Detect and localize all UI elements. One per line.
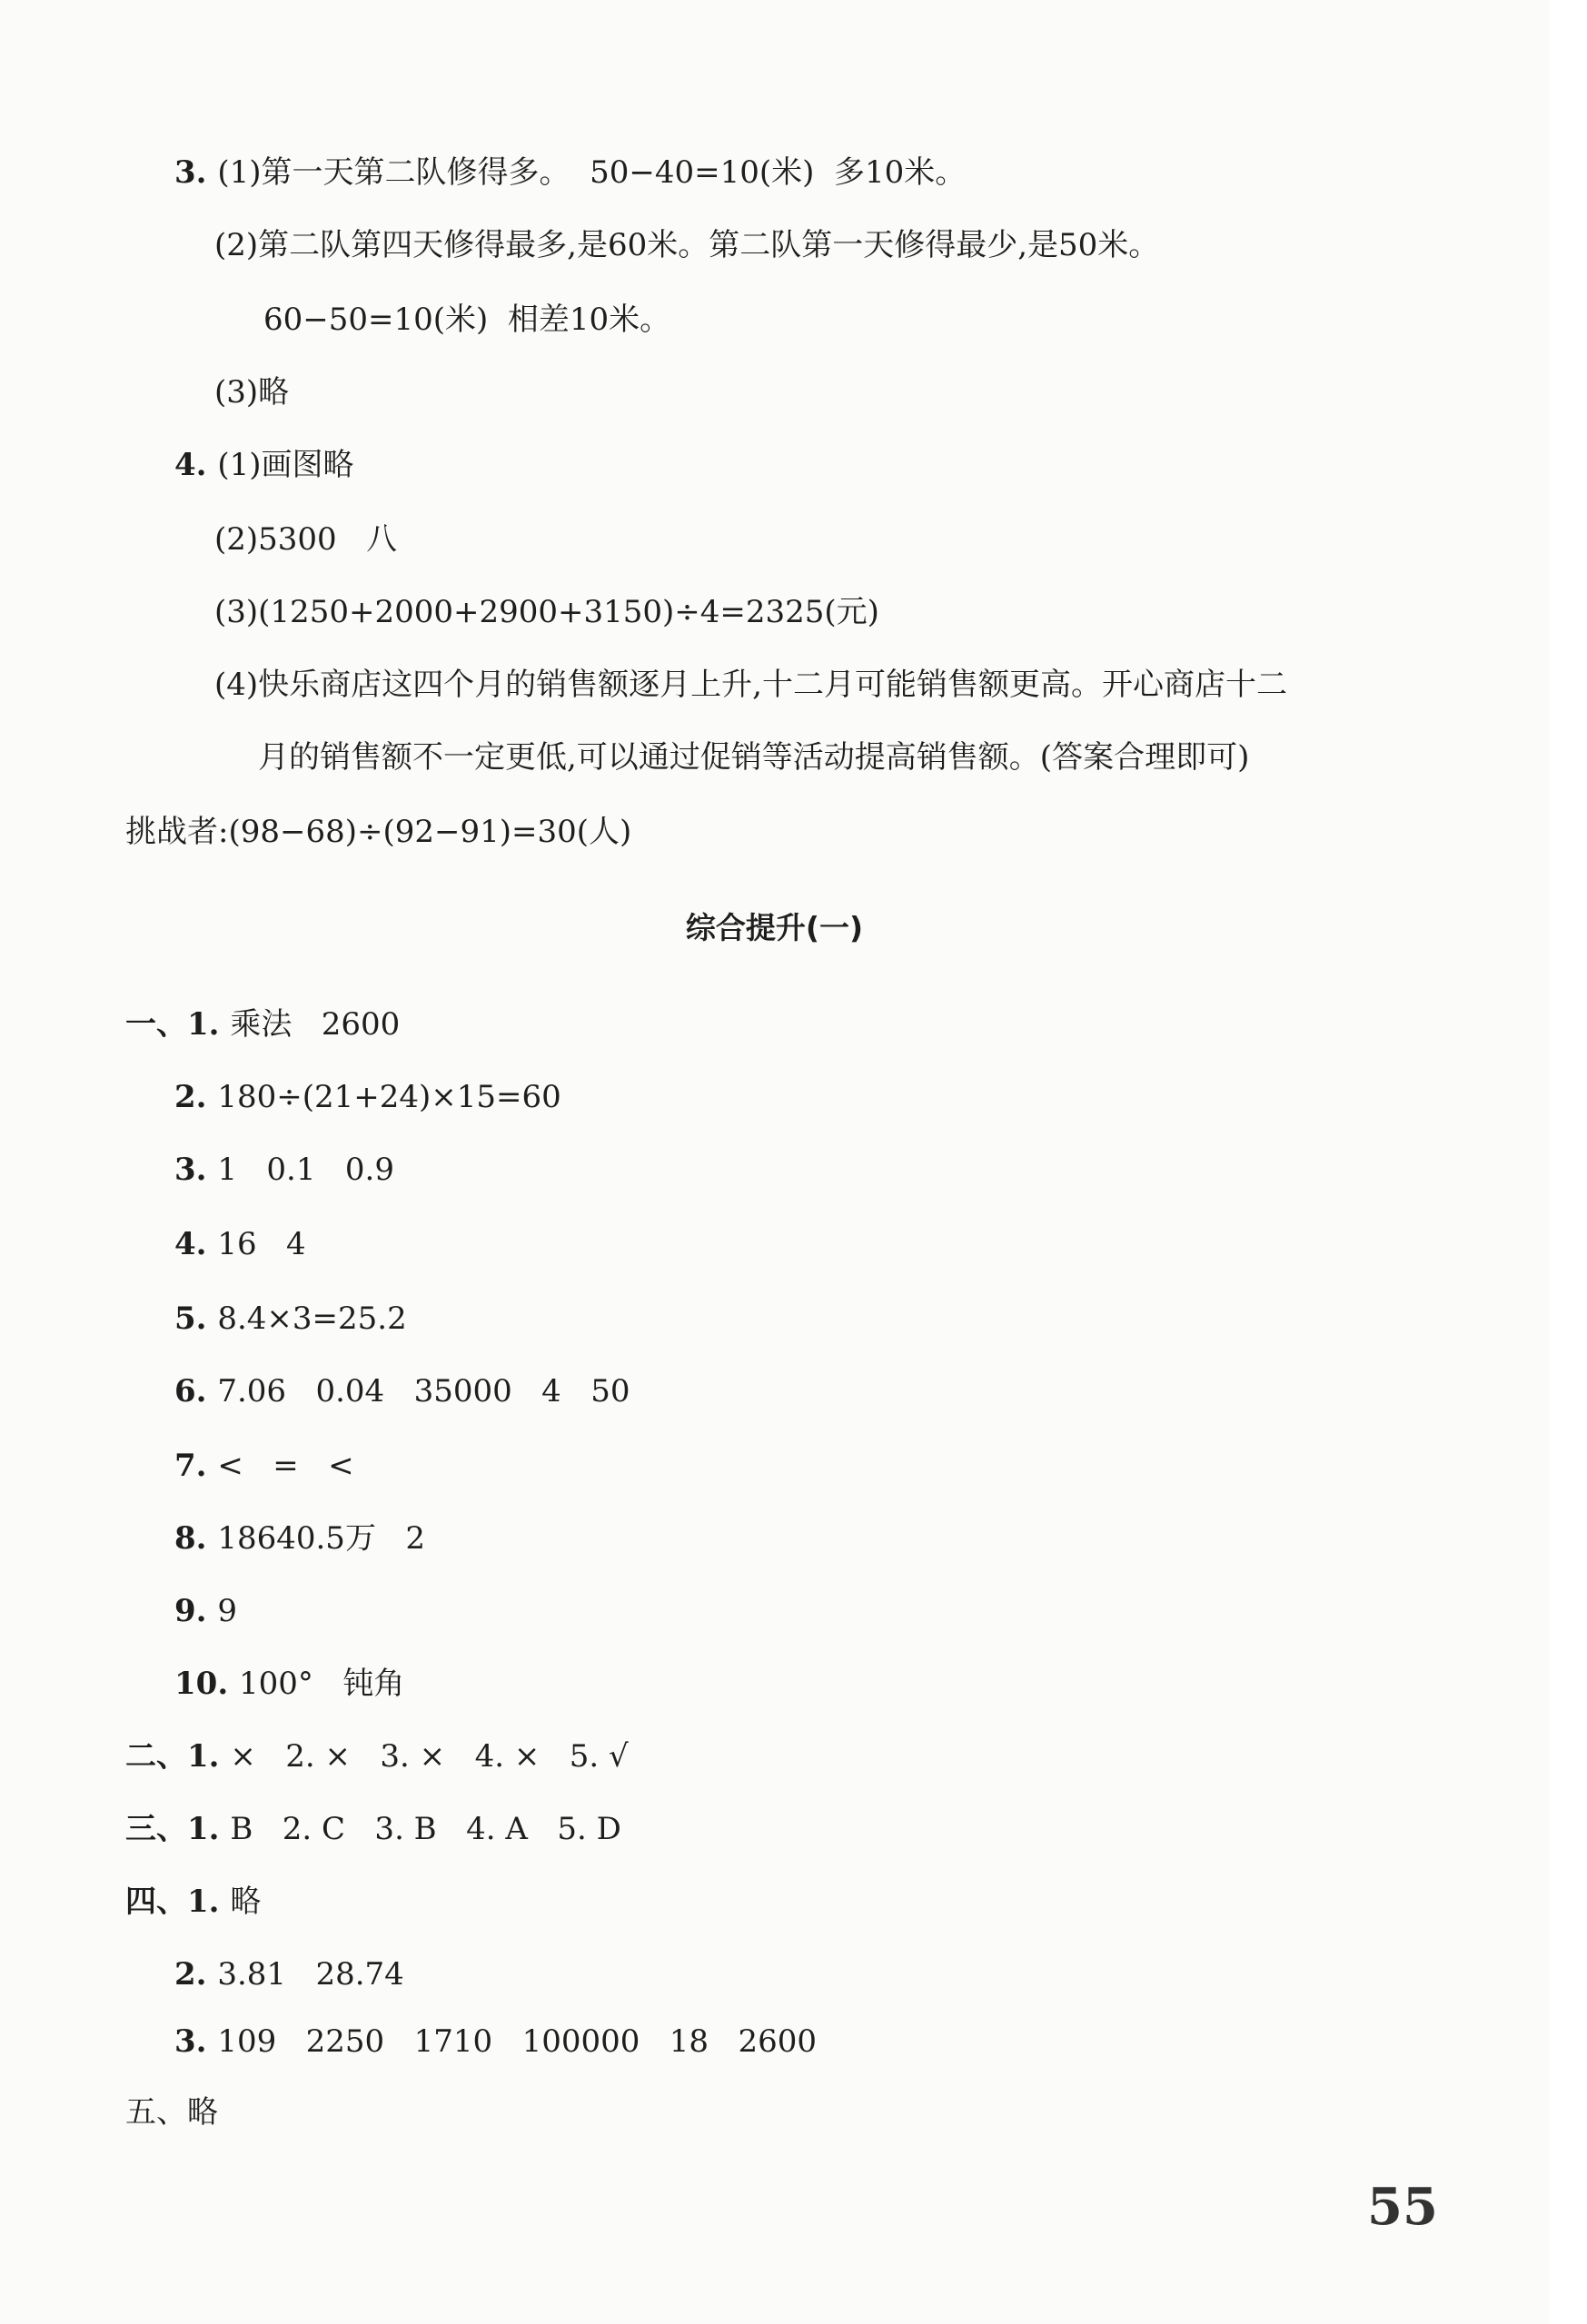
line-number: 3. [174, 2023, 218, 2060]
part1-q3 [174, 1150, 394, 1190]
answer-line-3-3 [214, 372, 289, 412]
page-number: 55 [1367, 2177, 1438, 2237]
line-text: 109 2250 1710 100000 18 2600 [217, 2023, 817, 2060]
line-text: 16 4 [217, 1226, 306, 1262]
part1-q10 [174, 1664, 404, 1704]
line-text: 3.81 28.74 [217, 1956, 404, 1993]
line-text: < = < [217, 1448, 354, 1484]
line-number: 一、1. [125, 1006, 231, 1043]
line-text: 7.06 0.04 35000 4 50 [217, 1373, 630, 1409]
answer-line-4-2 [214, 519, 397, 559]
answer-line-3-2b [263, 300, 670, 340]
part2-answers [125, 1736, 629, 1776]
answer-line-4-4 [214, 665, 1287, 705]
line-text: 乘法 2600 [230, 1006, 401, 1043]
line-text: 挑战者:(98−68)÷(92−91)=30(人) [125, 814, 632, 850]
part1-q1 [125, 1004, 400, 1044]
line-text: 9 [217, 1593, 237, 1629]
line-number: 2. [174, 1956, 218, 1993]
line-text: 8.4×3=25.2 [217, 1300, 407, 1337]
line-text: 五、略 [125, 2094, 218, 2131]
line-number: 2. [174, 1079, 218, 1115]
answer-line-4 [174, 445, 354, 485]
part3-answers [125, 1809, 621, 1849]
line-number: 二、1. [125, 1738, 231, 1775]
line-number: 3. [174, 1152, 218, 1188]
line-text: × 2. × 3. × 4. × 5. √ [230, 1738, 629, 1775]
section-title: 综合提升(一) [685, 910, 864, 945]
part5-answer [125, 2092, 218, 2132]
answer-line-4-3 [214, 592, 879, 632]
line-text: (1)画图略 [217, 447, 354, 483]
answer-line-3-2 [214, 225, 1159, 265]
line-text: 1 0.1 0.9 [217, 1152, 394, 1188]
part1-q8 [174, 1518, 425, 1558]
line-number: 5. [174, 1300, 218, 1337]
line-number: 6. [174, 1373, 218, 1409]
line-number: 4. [174, 1226, 218, 1262]
challenger-line [125, 812, 631, 852]
line-text: (4)快乐商店这四个月的销售额逐月上升,十二月可能销售额更高。开心商店十二 [214, 667, 1287, 703]
part1-q6 [174, 1371, 630, 1411]
line-text: 月的销售额不一定更低,可以通过促销等活动提高销售额。(答案合理即可) [258, 739, 1250, 776]
part4-q1 [125, 1882, 261, 1922]
line-number: 3. [174, 154, 218, 191]
part4-q3 [174, 2022, 817, 2062]
part1-q9 [174, 1591, 237, 1631]
line-number: 9. [174, 1593, 218, 1629]
line-text: B 2. C 3. B 4. A 5. D [230, 1811, 621, 1847]
line-text: (1)第一天第二队修得多。 50−40=10(米) 多10米。 [217, 154, 967, 191]
line-number: 7. [174, 1448, 218, 1484]
line-text: (2)第二队第四天修得最多,是60米。第二队第一天修得最少,是50米。 [214, 227, 1160, 263]
part1-q2 [174, 1077, 561, 1117]
line-text: 略 [230, 1884, 262, 1920]
line-number: 8. [174, 1520, 218, 1557]
line-number: 10. [174, 1666, 239, 1702]
line-text: (3)(1250+2000+2900+3150)÷4=2325(元) [214, 594, 879, 630]
answer-line-3 [174, 153, 966, 193]
line-text: 180÷(21+24)×15=60 [217, 1079, 561, 1115]
line-number: 四、1. [125, 1884, 231, 1920]
line-text: (3)略 [214, 374, 290, 410]
line-text: 60−50=10(米) 相差10米。 [263, 302, 671, 338]
part1-q4 [174, 1224, 306, 1264]
line-text: 100° 钝角 [239, 1666, 405, 1702]
part1-q5 [174, 1299, 407, 1339]
part1-q7 [174, 1446, 354, 1486]
line-text: (2)5300 八 [214, 521, 398, 558]
line-number: 4. [174, 447, 218, 483]
line-number: 三、1. [125, 1811, 231, 1847]
part4-q2 [174, 1954, 404, 1994]
answer-line-4-4b [258, 737, 1249, 777]
line-text: 18640.5万 2 [217, 1520, 425, 1557]
